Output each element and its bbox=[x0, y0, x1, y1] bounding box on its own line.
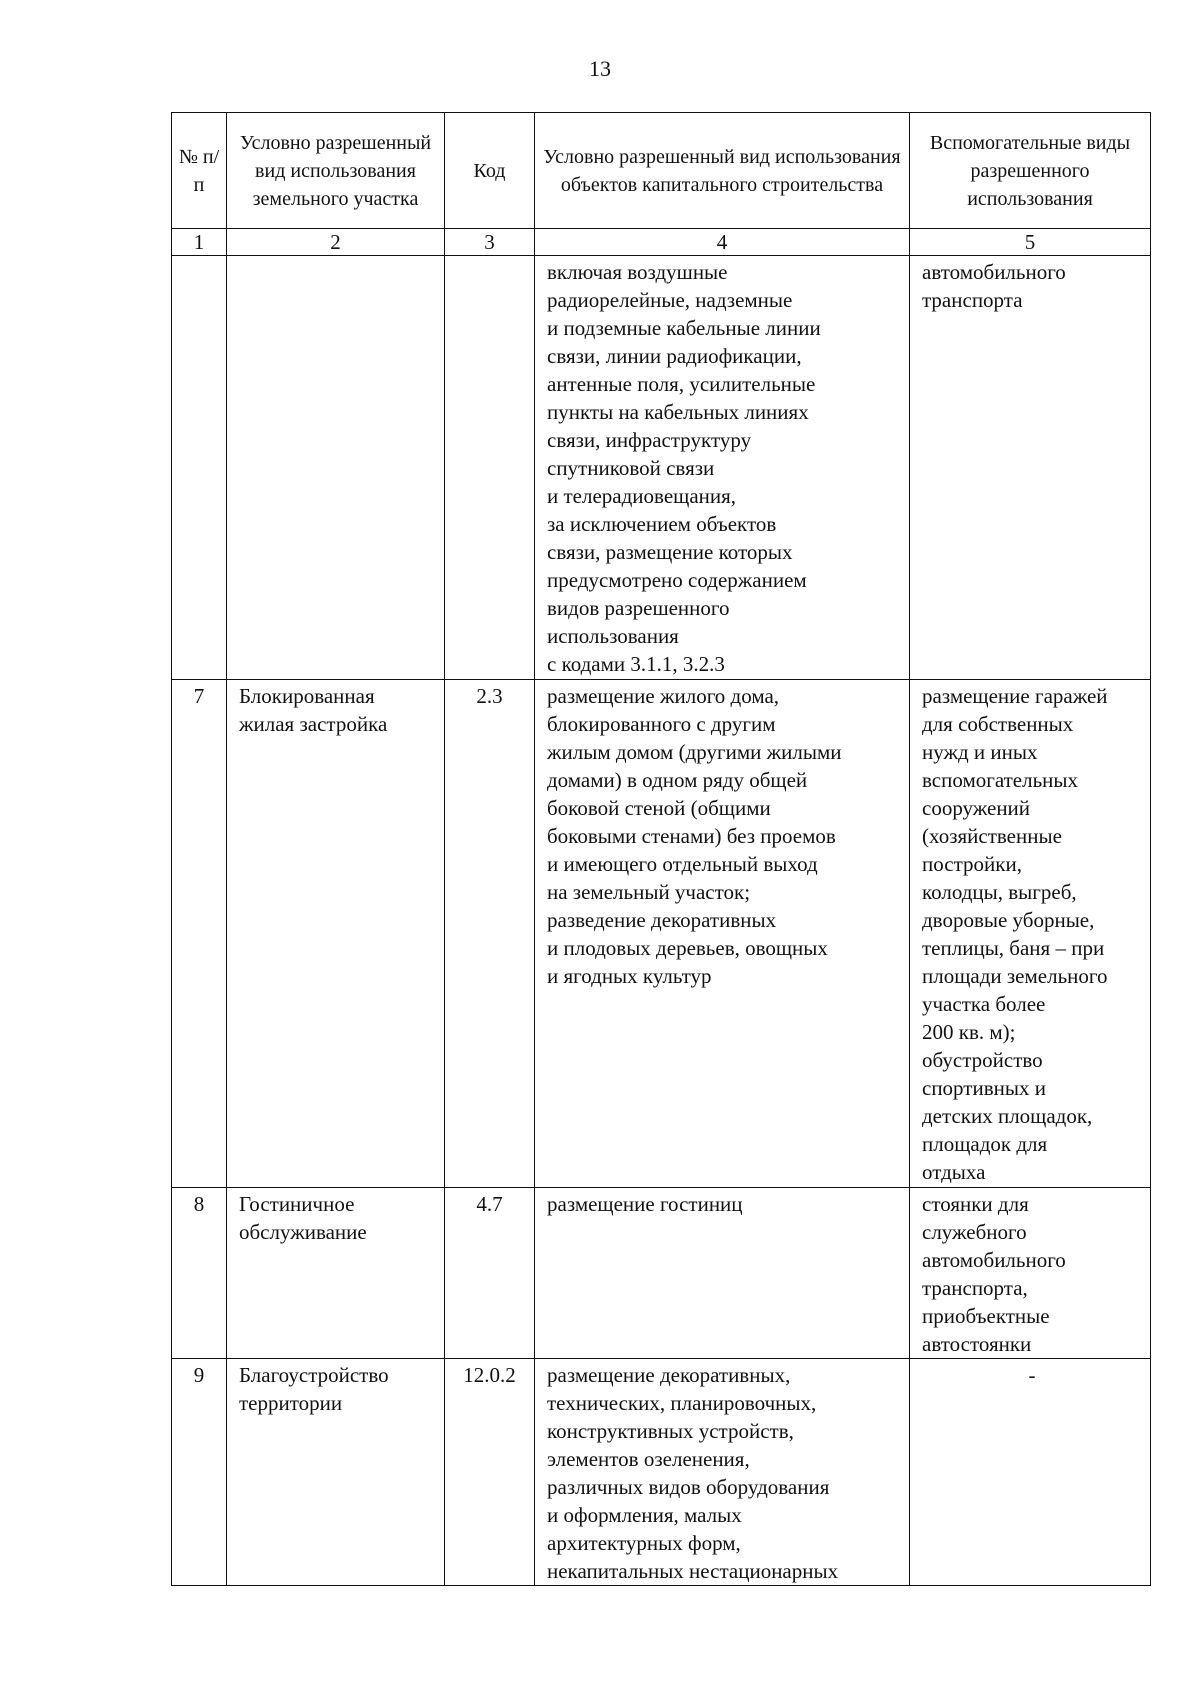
row-number: 9 bbox=[172, 1359, 227, 1586]
capital-construction-use: размещение декоративных, технических, планировочных, конструктивных устройств, элементов озеленения, различных видов оборудования и оформления, малых архитектурных форм, некапитальных нестационарных bbox=[535, 1359, 910, 1586]
code: 2.3 bbox=[445, 680, 535, 1188]
column-number: 4 bbox=[535, 229, 910, 256]
page-number: 13 bbox=[589, 56, 611, 81]
column-number: 1 bbox=[172, 229, 227, 256]
column-number: 5 bbox=[910, 229, 1151, 256]
land-use-table bbox=[171, 112, 1151, 1586]
column-number: 2 bbox=[227, 229, 445, 256]
auxiliary-use: стоянки для служебного автомобильного транспорта, приобъектные автостоянки bbox=[910, 1188, 1151, 1359]
header-land-use: Условно разрешенный вид использования земельного участка bbox=[227, 113, 445, 229]
table-row bbox=[172, 1359, 1151, 1586]
auxiliary-use: размещение гаражей для собственных нужд и иных вспомогательных сооружений (хозяйственные постройки, колодцы, выгреб, дворовые уборные, теплицы, баня – при площади земельного участка более 200 кв. м); обустройство спортивных и детских площадок, площадок для отдыха bbox=[910, 680, 1151, 1188]
land-use-name: Гостиничное обслуживание bbox=[227, 1188, 445, 1359]
table-row bbox=[172, 256, 1151, 680]
code: 4.7 bbox=[445, 1188, 535, 1359]
header-number: № п/п bbox=[172, 113, 227, 229]
land-use-name: Благоустройство территории bbox=[227, 1359, 445, 1586]
table-row bbox=[172, 680, 1151, 1188]
row-number bbox=[172, 256, 227, 680]
capital-construction-use: включая воздушные радиорелейные, надземные и подземные кабельные линии связи, линии радиофикации, антенные поля, усилительные пункты на кабельных линиях связи, инфраструктуру спутниковой связи и телерадиовещания, за исключением объектов связи, размещение которых предусмотрено содержанием видов разрешенного использования с кодами 3.1.1, 3.2.3 bbox=[535, 256, 910, 680]
capital-construction-use: размещение жилого дома, блокированного с другим жилым домом (другими жилыми домами) в одном ряду общей боковой стеной (общими боковыми стенами) без проемов и имеющего отдельный выход на земельный участок; разведение декоративных и плодовых деревьев, овощных и ягодных культур bbox=[535, 680, 910, 1188]
header-capital-construction: Условно разрешенный вид использования объектов капитального строительства bbox=[535, 113, 910, 229]
header-row bbox=[172, 113, 1151, 229]
land-use-name: Блокированная жилая застройка bbox=[227, 680, 445, 1188]
row-number: 8 bbox=[172, 1188, 227, 1359]
row-number: 7 bbox=[172, 680, 227, 1188]
table-row bbox=[172, 1188, 1151, 1359]
header-auxiliary: Вспомогательные виды разрешенного использования bbox=[910, 113, 1151, 229]
auxiliary-use: автомобильного транспорта bbox=[910, 256, 1151, 680]
column-number-row bbox=[172, 229, 1151, 256]
auxiliary-use: - bbox=[910, 1359, 1151, 1586]
code: 12.0.2 bbox=[445, 1359, 535, 1586]
land-use-name bbox=[227, 256, 445, 680]
capital-construction-use: размещение гостиниц bbox=[535, 1188, 910, 1359]
code bbox=[445, 256, 535, 680]
column-number: 3 bbox=[445, 229, 535, 256]
header-code: Код bbox=[445, 113, 535, 229]
